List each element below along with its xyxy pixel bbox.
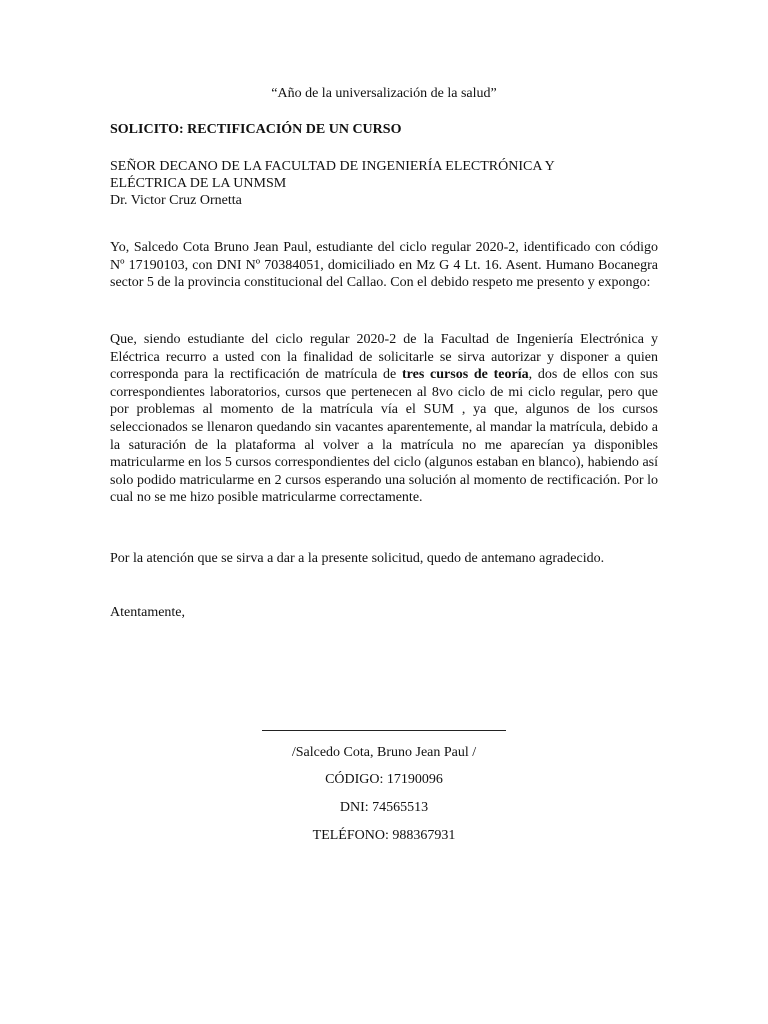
request-paragraph	[110, 331, 658, 507]
request-text-bold: tres cursos de teoría	[402, 367, 529, 383]
request-subject: SOLICITO: RECTIFICACIÓN DE UN CURSO	[110, 122, 402, 137]
closing-salutation: Atentamente,	[110, 605, 186, 620]
addressee-name: Dr. Victor Cruz Ornetta	[110, 193, 242, 208]
thanks-paragraph: Por la atención que se sirva a dar a la presente solicitud, quedo de antemano agradecido.	[110, 551, 605, 566]
addressee-line-2: ELÉCTRICA DE LA UNMSM	[110, 176, 287, 191]
year-motto: “Año de la universalización de la salud”	[271, 86, 497, 101]
signer-name: /Salcedo Cota, Bruno Jean Paul /	[291, 745, 477, 760]
signer-code: CÓDIGO: 17190096	[325, 772, 443, 787]
request-text-start: Que, siendo estudiante del ciclo regular 2020-2 de la Facultad de Ingeniería Electrónica y Eléctrica recurro a usted con la finalidad de solicitarle se sirva autorizar y disponer a quien corresponda para la rectificación de matrícula de	[110, 332, 658, 383]
request-text-end: , dos de ellos con sus correspondientes laboratorios, cursos que pertenecen al 8vo ciclo de mi ciclo regular, pero que por problemas al momento de la matrícula vía el SUM , ya que, algunos de los cursos seleccionados se llenaron quedando sin vacantes aparentemente, al mandar la matrícula, debido a la saturación de la plataforma al volver a la matrícula no me aparecían ya disponibles matricularme en los 5 cursos correspondientes del ciclo (algunos estaban en blanco), habiendo así solo podido matricularme en 2 cursos esperando una solución al momento de rectificación. Por lo cual no se me hizo posible matricularme correctamente.	[110, 367, 659, 506]
signer-dni: DNI: 74565513	[339, 800, 429, 815]
addressee-line-1: SEÑOR DECANO DE LA FACULTAD DE INGENIERÍA ELECTRÓNICA Y	[110, 159, 555, 174]
introduction-paragraph: Yo, Salcedo Cota Bruno Jean Paul, estudiante del ciclo regular 2020-2, identificado con código Nº 17190103, con DNI Nº 70384051, domiciliado en Mz G 4 Lt. 16. Asent. Humano Bocanegra sector 5 de la provincia constitucional del Callao. Con el debido respeto me presento y expongo:	[110, 240, 658, 291]
signature-line	[262, 730, 506, 731]
addressee-block	[110, 158, 650, 209]
signer-phone: TELÉFONO: 988367931	[312, 828, 456, 843]
